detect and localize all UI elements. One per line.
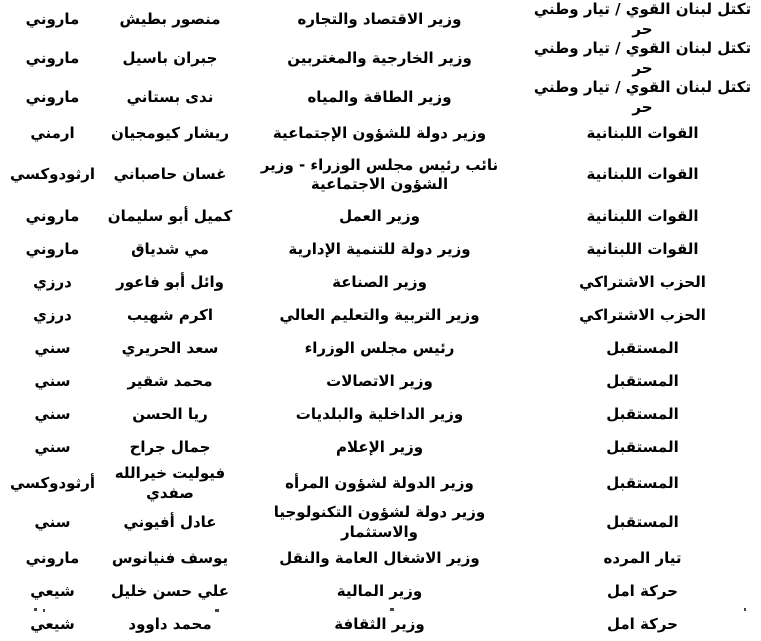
cell-party: تكتل لبنان القوي / تيار وطني حر bbox=[533, 39, 752, 77]
cell-name: مي شدياق bbox=[131, 239, 209, 258]
table-row bbox=[0, 0, 761, 39]
cell-party: تكتل لبنان القوي / تيار وطني حر bbox=[533, 0, 752, 38]
cell-ministry: وزير الاقتصاد والتجاره bbox=[297, 9, 462, 28]
cell-sect: ماروني bbox=[25, 239, 80, 258]
table-row bbox=[0, 431, 761, 464]
cell-ministry: وزير الصناعة bbox=[332, 272, 427, 291]
cutoff-next-row-artifact bbox=[34, 608, 37, 611]
cell-name: منصور بطيش bbox=[119, 9, 221, 28]
cutoff-next-row-artifact bbox=[43, 609, 45, 612]
table-row bbox=[0, 464, 761, 503]
cell-ministry: وزير الإعلام bbox=[335, 437, 424, 456]
cell-ministry: وزير دولة لشؤون التكنولوجيا والاستثمار bbox=[273, 503, 486, 541]
table-row bbox=[0, 575, 761, 608]
cell-ministry: رئيس مجلس الوزراء bbox=[304, 338, 455, 357]
cell-party: القوات اللبنانية bbox=[586, 123, 699, 142]
cell-sect: سني bbox=[34, 512, 71, 531]
cell-name: محمد داوود bbox=[128, 614, 212, 633]
cell-sect: ماروني bbox=[25, 87, 80, 106]
cell-sect: ماروني bbox=[25, 206, 80, 225]
table-row bbox=[0, 78, 761, 117]
table-row bbox=[0, 503, 761, 542]
cell-party: المستقبل bbox=[606, 473, 679, 492]
cell-ministry: وزير الدولة لشؤون المرأه bbox=[285, 473, 474, 492]
cutoff-next-row-artifact bbox=[390, 608, 394, 611]
table-row bbox=[0, 150, 761, 200]
cell-ministry: وزير الخارجية والمغتربين bbox=[287, 48, 472, 67]
cell-name: ندى بستاني bbox=[126, 87, 214, 106]
cell-ministry: نائب رئيس مجلس الوزراء - وزير الشؤون الاجتماعية bbox=[260, 155, 499, 193]
cell-sect: ارمني bbox=[30, 123, 75, 142]
table-row bbox=[0, 608, 761, 641]
table-row bbox=[0, 398, 761, 431]
cell-ministry: وزير العمل bbox=[339, 206, 420, 225]
cell-sect: ماروني bbox=[25, 48, 80, 67]
cell-name: محمد شقير bbox=[127, 371, 213, 390]
cell-sect: سني bbox=[34, 371, 71, 390]
cell-sect: أرثودوكسي bbox=[10, 473, 95, 492]
table-row bbox=[0, 200, 761, 233]
cell-name: اكرم شهيب bbox=[126, 305, 214, 324]
cell-sect: درزي bbox=[33, 305, 72, 324]
cell-name: وائل أبو فاعور bbox=[116, 272, 224, 291]
cell-sect: ارثودوكسي bbox=[10, 165, 95, 184]
cell-party: المستقبل bbox=[606, 512, 679, 531]
cell-name: سعد الحريري bbox=[121, 338, 219, 357]
cell-ministry: وزير الطاقة والمياه bbox=[307, 87, 452, 106]
cell-party: المستقبل bbox=[606, 437, 679, 456]
cell-ministry: وزير الاشغال العامة والنقل bbox=[279, 548, 480, 567]
cell-party: الحزب الاشتراكي bbox=[579, 272, 706, 291]
cell-sect: سني bbox=[34, 437, 71, 456]
cell-sect: شيعي bbox=[30, 581, 75, 600]
cell-name: عادل أفيوني bbox=[123, 512, 217, 531]
cell-sect: درزي bbox=[33, 272, 72, 291]
cutoff-next-row-artifact bbox=[215, 609, 219, 612]
table-row bbox=[0, 233, 761, 266]
cell-party: المستقبل bbox=[606, 404, 679, 423]
cell-sect: سني bbox=[34, 404, 71, 423]
cell-party: الحزب الاشتراكي bbox=[579, 305, 706, 324]
cell-name: علي حسن خليل bbox=[110, 581, 229, 600]
table-row bbox=[0, 299, 761, 332]
cell-name: كميل أبو سليمان bbox=[107, 206, 233, 225]
cell-party: القوات اللبنانية bbox=[586, 165, 699, 184]
cell-ministry: وزير الثقافة bbox=[334, 614, 425, 633]
table-row bbox=[0, 117, 761, 150]
cell-party: المستقبل bbox=[606, 371, 679, 390]
table-row bbox=[0, 332, 761, 365]
cell-party: القوات اللبنانية bbox=[586, 239, 699, 258]
table-row bbox=[0, 365, 761, 398]
cell-name: يوسف فنيانوس bbox=[111, 548, 229, 567]
cutoff-next-row-artifact bbox=[744, 608, 746, 611]
table-row bbox=[0, 266, 761, 299]
cell-party: المستقبل bbox=[606, 338, 679, 357]
cell-name: غسان حاصباني bbox=[113, 165, 227, 184]
table-row bbox=[0, 39, 761, 78]
cell-name: ريا الحسن bbox=[132, 404, 208, 423]
cell-sect: ماروني bbox=[25, 9, 80, 28]
table-row bbox=[0, 542, 761, 575]
cell-name: جمال جراح bbox=[129, 437, 211, 456]
cell-ministry: وزير المالية bbox=[336, 581, 423, 600]
cell-party: تكتل لبنان القوي / تيار وطني حر bbox=[533, 78, 752, 116]
cell-name: جبران باسيل bbox=[122, 48, 218, 67]
cell-sect: سني bbox=[34, 338, 71, 357]
cell-party: القوات اللبنانية bbox=[586, 206, 699, 225]
cell-ministry: وزير دولة للتنمية الإدارية bbox=[288, 239, 471, 258]
cell-name: ريشار كيومجيان bbox=[111, 123, 229, 142]
cell-ministry: وزير الداخلية والبلديات bbox=[295, 404, 464, 423]
cell-sect: شيعي bbox=[30, 614, 75, 633]
cell-sect: ماروني bbox=[25, 548, 80, 567]
cell-ministry: وزير دولة للشؤون الإجتماعية bbox=[272, 123, 487, 142]
cell-party: حركة امل bbox=[606, 581, 678, 600]
cell-party: حركة امل bbox=[606, 614, 678, 633]
cell-party: تيار المرده bbox=[603, 548, 682, 567]
cell-ministry: وزير التربية والتعليم العالي bbox=[279, 305, 480, 324]
cell-ministry: وزير الاتصالات bbox=[326, 371, 433, 390]
cell-name: فيوليت خيرالله صفدي bbox=[114, 464, 226, 502]
